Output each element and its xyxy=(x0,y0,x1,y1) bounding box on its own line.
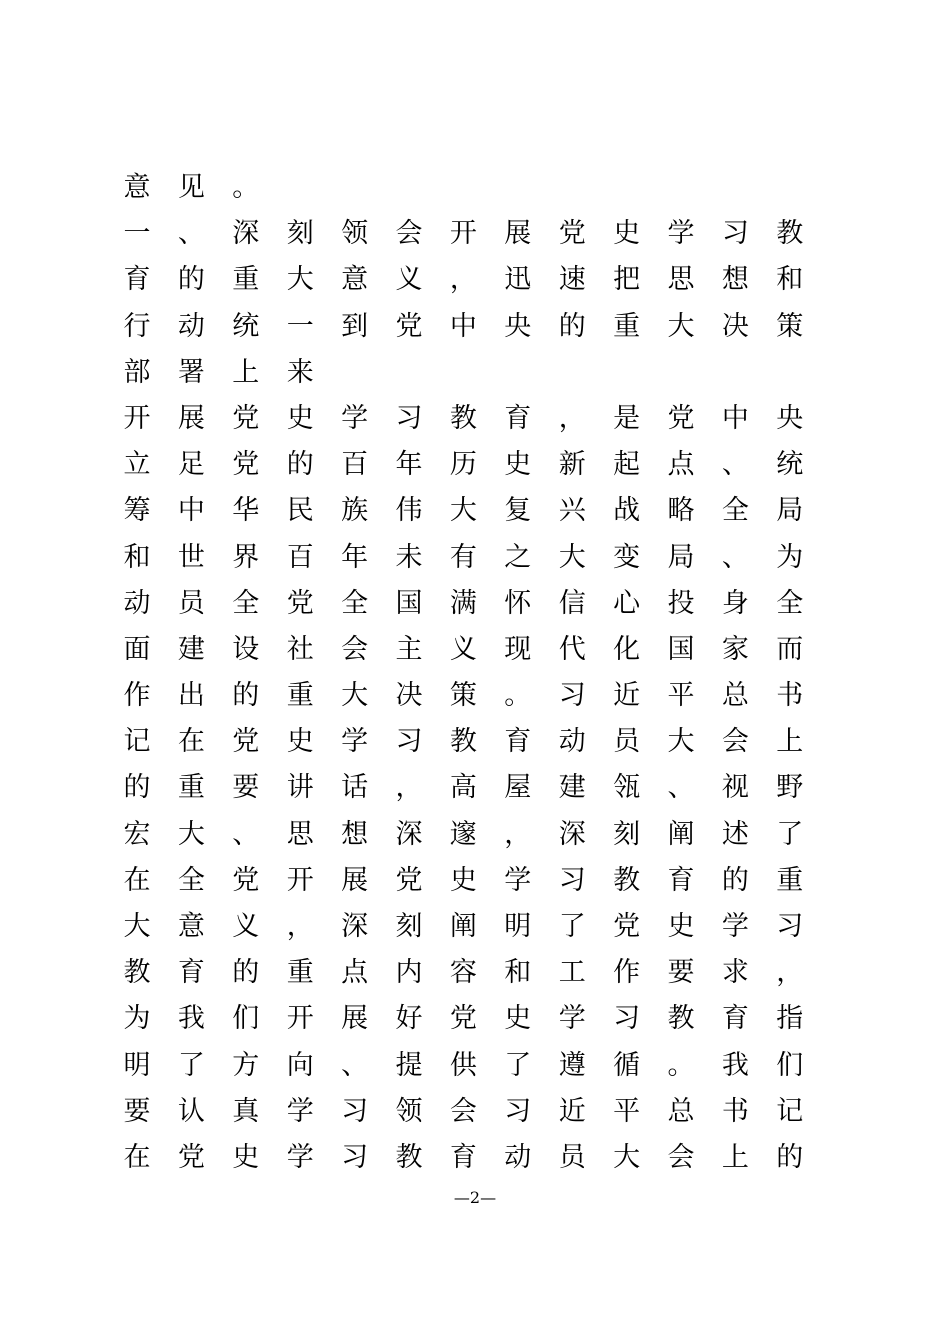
text-line: 明 了 方 向 、 提 供 了 遵 循 。 我 们 xyxy=(123,1049,804,1081)
text-line: 开 展 党 史 学 习 教 育 ， 是 党 中 央 xyxy=(123,402,804,434)
text-line: 筹 中 华 民 族 伟 大 复 兴 战 略 全 局 xyxy=(123,495,804,527)
text-line: 要 认 真 学 习 领 会 习 近 平 总 书 记 xyxy=(123,1095,804,1127)
text-line: 动 员 全 党 全 国 满 怀 信 心 投 身 全 xyxy=(123,587,804,619)
text-line: 一 、 深 刻 领 会 开 展 党 史 学 习 教 xyxy=(123,218,804,250)
text-line: 在 党 史 学 习 教 育 动 员 大 会 上 的 xyxy=(123,1141,804,1173)
text-line: 部 署 上 来 xyxy=(123,356,314,388)
text-line: 立 足 党 的 百 年 历 史 新 起 点 、 统 xyxy=(123,449,804,481)
text-line: 记 在 党 史 学 习 教 育 动 员 大 会 上 xyxy=(123,726,804,758)
text-line: 为 我 们 开 展 好 党 史 学 习 教 育 指 xyxy=(123,1003,804,1035)
text-line: 行 动 统 一 到 党 中 央 的 重 大 决 策 xyxy=(123,310,804,342)
text-line: 宏 大 、 思 想 深 邃 ， 深 刻 阐 述 了 xyxy=(123,818,804,850)
page-number: —2— xyxy=(453,1188,497,1207)
text-line: 意 见 。 xyxy=(123,172,260,203)
text-line: 在 全 党 开 展 党 史 学 习 教 育 的 重 xyxy=(123,864,804,896)
text-line: 育 的 重 大 意 义 ， 迅 速 把 思 想 和 xyxy=(123,264,804,296)
text-line: 面 建 设 社 会 主 义 现 代 化 国 家 而 xyxy=(123,633,804,665)
text-line: 的 重 要 讲 话 ， 高 屋 建 瓴 、 视 野 xyxy=(123,772,804,804)
text-line: 和 世 界 百 年 未 有 之 大 变 局 、 为 xyxy=(123,541,804,573)
text-line: 大 意 义 ， 深 刻 阐 明 了 党 史 学 习 xyxy=(123,911,804,942)
text-line: 教 育 的 重 点 内 容 和 工 作 要 求 ， xyxy=(123,957,804,989)
body-text xyxy=(124,165,814,1181)
text-line: 作 出 的 重 大 决 策 。 习 近 平 总 书 xyxy=(123,680,804,712)
